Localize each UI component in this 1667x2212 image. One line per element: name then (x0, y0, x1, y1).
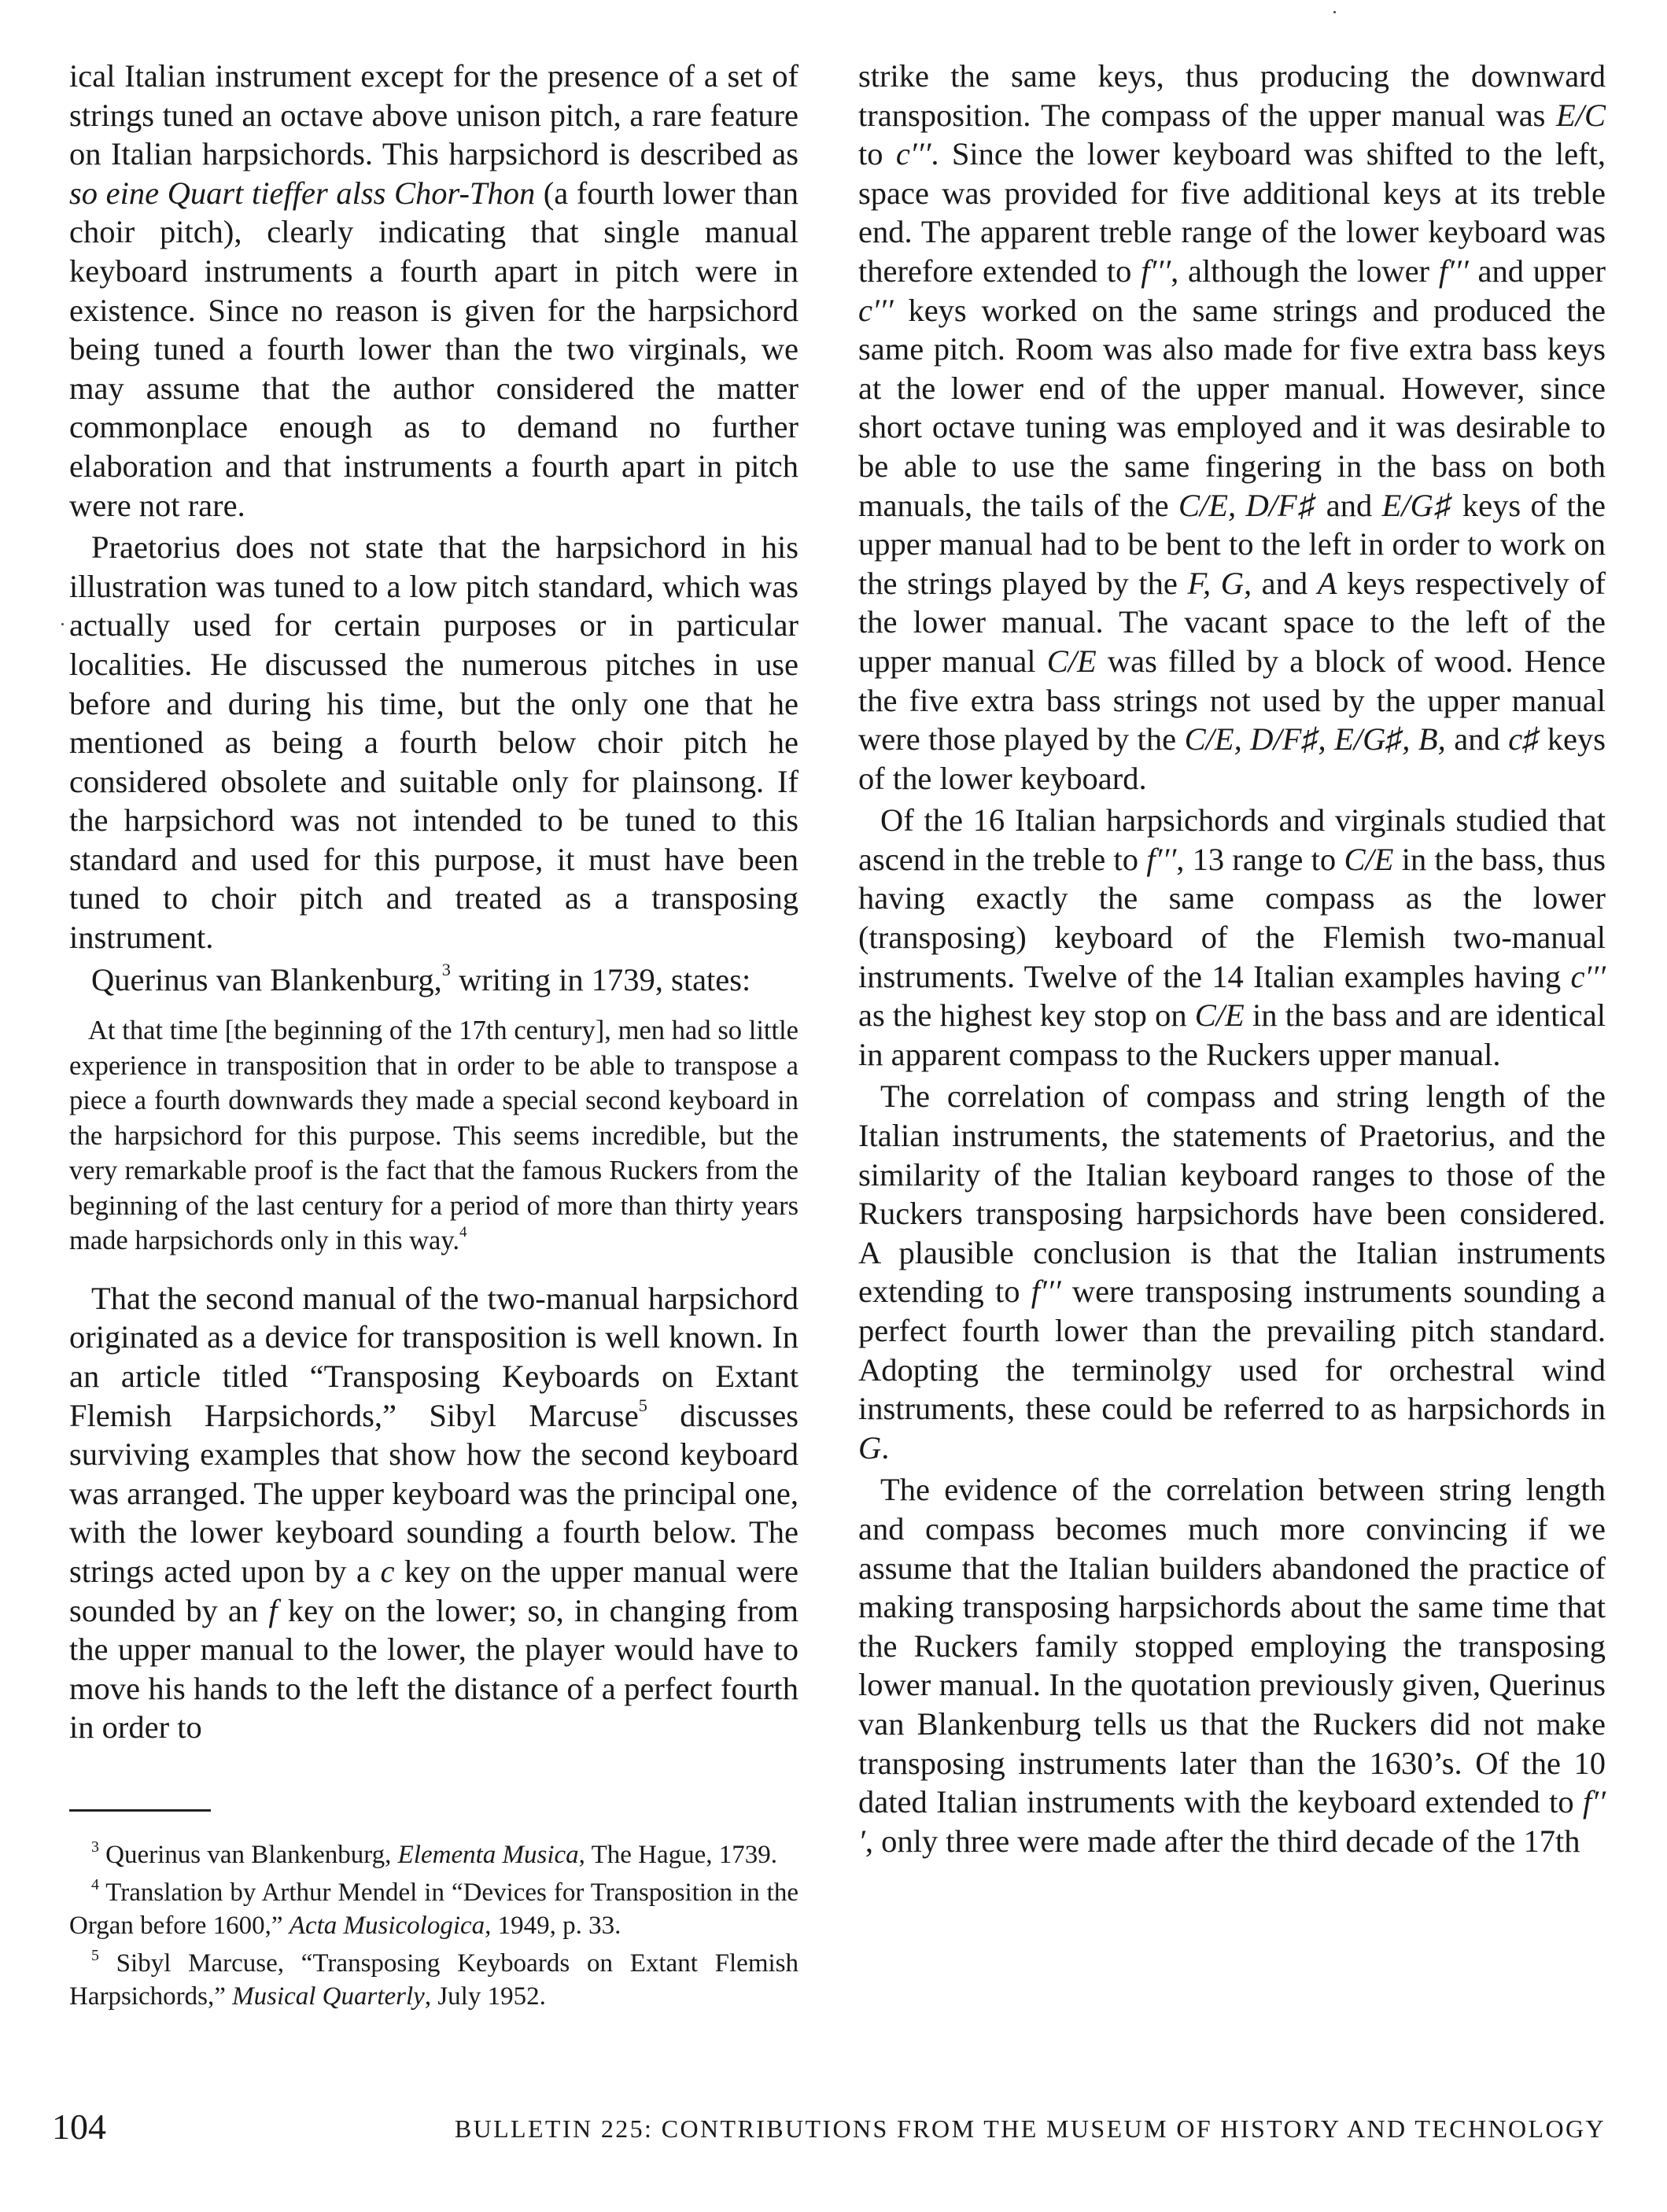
text: Querinus van Blankenburg, (91, 961, 442, 997)
italic-note: E/C (1555, 97, 1606, 133)
paragraph-transposition (858, 57, 1606, 798)
text: ical Italian instrument except for the presence of a set of strings tuned an octave above unison pitch, a rare feature on Italian harpsichords. This harpsichord is described as (69, 58, 798, 172)
text: was filled by a block of wood. Hence the five extra bass strings not used by the upper manual were those played by the (858, 643, 1606, 758)
text: and upper (1468, 253, 1606, 289)
footnote-number: 4 (91, 1876, 99, 1894)
italic-note: F, G, (1187, 565, 1252, 601)
text: keys respectively of the lower manual. The vacant space to the left of the upper manual (858, 565, 1606, 679)
italic-title: Acta Musicologica (289, 1912, 485, 1940)
italic-note: c′′′ (1570, 958, 1606, 994)
text: Translation by Arthur Mendel in “Devices for Transposition in the Organ before 1600,” (69, 1878, 798, 1940)
text: key on the upper manual were sounded by an (69, 1553, 798, 1628)
text: , only three were made after the third decade of the 17th (865, 1823, 1580, 1859)
italic-note: c (380, 1553, 395, 1589)
text: Sibyl Marcuse, “Transposing Keyboards on Extant Flemish Harpsichords,” (69, 1949, 798, 2011)
text: keys of the upper manual had to be bent to the left in order to work on the strings played by the (858, 487, 1606, 601)
text: keys of the lower keyboard. (858, 721, 1606, 796)
italic-note: A (1317, 565, 1337, 601)
text: key on the lower; so, in changing from the upper manual to the lower, the player would have to move his hands to the left the distance of a perfect fourth in order to (69, 1592, 798, 1746)
footnote-number: 3 (91, 1838, 99, 1856)
text: Of the 16 Italian harpsichords and virginals studied that ascend in the treble to (858, 802, 1606, 877)
text: The correlation of compass and string length of the Italian instruments, the statements of Praetorius, and the similarity of the Italian keyboard ranges to those of the Ruckers transposing harpsichords have been considered. A plausible conclusion is that the Italian instruments extending to (858, 1078, 1606, 1310)
footnote-5 (69, 1947, 798, 2013)
text: , although the lower (1171, 253, 1439, 289)
paragraph-second-manual (69, 1279, 798, 1747)
text: The evidence of the correlation between string length and compass becomes much more convincing if we assume that the Italian builders abandoned the practice of making transposing harpsichords about the same time that the Ruckers family stopped employing the transposing lower manual. In the quotation previously given, Querinus van Blankenburg tells us that the Ruckers did not make transposing instruments later than the 1630’s. Of the 10 dated Italian instruments with the keyboard extended to (858, 1472, 1606, 1820)
right-column (858, 57, 1606, 1860)
italic-note: f′′′ (1146, 841, 1177, 877)
italic-note: G (858, 1429, 882, 1465)
italic-note: C/E (1194, 997, 1245, 1034)
text: . (881, 1429, 890, 1465)
footnote-ref-5[interactable]: 5 (638, 1395, 647, 1415)
italic-note: c′′′ (895, 136, 931, 172)
paragraph-italian-instrument (69, 57, 798, 525)
block-quotation (69, 1013, 798, 1259)
text: writing in 1739, states: (450, 961, 751, 997)
text: That the second manual of the two-manual harpsichord originated as a device for transposition is well known. In an article titled “Transposing Keyboards on Extant Flemish Harpsichords,” Sibyl Marcuse (69, 1280, 798, 1433)
paragraph-evidence (858, 1470, 1606, 1860)
italic-title: Musical Quarterly (232, 1982, 425, 2011)
italic-note: c♯ (1508, 721, 1540, 758)
paragraph-blankenburg-intro (69, 960, 798, 1000)
scan-speck (1333, 11, 1336, 13)
text: and (1316, 487, 1382, 523)
paragraph-praetorius: Praetorius does not state that the harpsichord in his illustration was tuned to a low pitch standard, which was actually used for certain purposes or in particular localities. He discussed the numerous pitches in use before and during his time, but the only one that he mentioned as being a fourth below choir pitch he considered obsolete and suitable only for plainsong. If the harpsichord was not intended to be tuned to this standard and used for this purpose, it must have been tuned to choir pitch and treated as a transposing instrument. (69, 529, 798, 956)
text: , 13 range to (1176, 841, 1344, 877)
footnote-ref-3[interactable]: 3 (441, 959, 451, 979)
footnote-ref-4[interactable]: 4 (459, 1224, 467, 1241)
left-column (69, 57, 798, 1747)
italic-note: C/E, D/F♯ (1178, 487, 1317, 523)
footnote-4 (69, 1876, 798, 1942)
text: as the highest key stop on (858, 997, 1195, 1034)
text: and (1445, 721, 1509, 758)
text: in the bass, thus having exactly the same compass as the lower (transposing) keyboard of the Flemish two-manual instruments. Twelve of the 14 Italian examples having (858, 841, 1606, 994)
paragraph-sixteen-italian (858, 801, 1606, 1074)
italic-note: C/E (1344, 841, 1394, 877)
text: , July 1952. (424, 1982, 546, 2011)
text: in the bass and are identical in apparent compass to the Ruckers upper manual. (858, 997, 1606, 1072)
italic-title: Elementa Musica (397, 1841, 579, 1869)
text: were transposing instruments sounding a perfect fourth lower than the prevailing pitch standard. Adopting the terminolgy used for orchestral wind instruments, these could be referred to as harpsichords in (858, 1274, 1606, 1427)
italic-note: c′′′ (858, 292, 894, 328)
italic-note: E/G♯ (1381, 487, 1453, 523)
text: keys worked on the same strings and produced the same pitch. Room was also made for five extra bass keys at the lower end of the upper manual. However, since short octave tuning was employed and it was desirable to be able to use the same fingering in the bass on both manuals, the tails of the (858, 292, 1606, 523)
paragraph-correlation (858, 1077, 1606, 1467)
italic-note: f′′′ (1031, 1274, 1061, 1310)
italic-note: C/E (1046, 643, 1097, 679)
italic-note: f′′′ (858, 1784, 1606, 1859)
text: and (1252, 565, 1318, 601)
italic-quotation: so eine Quart tieffer alss Chor-Thon (69, 175, 536, 211)
footnote-3 (69, 1838, 798, 1871)
italic-note: f′′′ (1438, 253, 1469, 289)
text: discusses surviving examples that show how the second keyboard was arranged. The upper keyboard was the principal one, with the lower keyboard sounding a fourth below. The strings acted upon by a (69, 1397, 799, 1589)
text: , 1949, p. 33. (485, 1912, 621, 1940)
text: Querinus van Blankenburg, (98, 1841, 398, 1869)
italic-note: f (268, 1592, 278, 1628)
text: to (858, 136, 896, 172)
scan-speck (61, 623, 64, 625)
running-title: BULLETIN 225: CONTRIBUTIONS FROM THE MUSEUM OF HISTORY AND TECHNOLOGY (454, 2114, 1606, 2143)
text: , The Hague, 1739. (578, 1841, 778, 1869)
footnote-divider (69, 1809, 211, 1812)
footnotes (69, 1809, 798, 2018)
footnote-number: 5 (91, 1947, 99, 1965)
quote-text: At that time [the beginning of the 17th century], men had so little experience in transposition that in order to be able to transpose a piece a fourth downwards they made a special second keyboard in the harpsichord for this purpose. This seems incredible, but the very remarkable proof is the fact that the famous Ruckers from the beginning of the last century for a period of more than thirty years made harpsichords only in this way. (69, 1016, 798, 1256)
text: . Since the lower keyboard was shifted to the left, space was provided for five additional keys at its treble end. The apparent treble range of the lower keyboard was therefore extended to (858, 136, 1606, 289)
italic-note: C/E, D/F♯, E/G♯, B, (1184, 721, 1446, 758)
page-footer (52, 2105, 1606, 2149)
italic-note: f′′′ (1141, 253, 1171, 289)
text: strike the same keys, thus producing the downward transposition. The compass of the upper manual was (858, 58, 1606, 133)
text: (a fourth lower than choir pitch), clearly indicating that single manual keyboard instruments a fourth apart in pitch were in existence. Since no reason is given for the harpsichord being tuned a fourth lower than the two virginals, we may assume that the author considered the matter commonplace enough as to demand no further elaboration and that instruments a fourth apart in pitch were not rare. (69, 175, 798, 523)
page-number: 104 (52, 2107, 106, 2147)
